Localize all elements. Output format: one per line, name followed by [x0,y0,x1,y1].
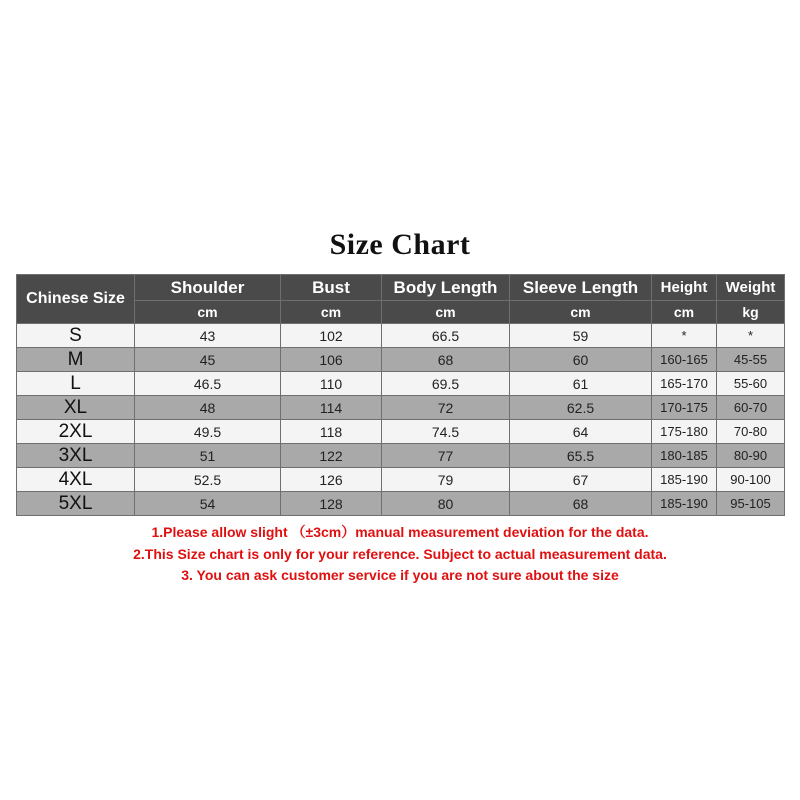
header-shoulder: Shoulder [135,275,281,301]
shoulder-cell: 49.5 [135,420,281,444]
header-body-length: Body Length [382,275,510,301]
shoulder-cell: 45 [135,348,281,372]
unit-sleeve-length: cm [510,301,652,324]
bust-cell: 126 [281,468,382,492]
table-row [17,444,785,468]
body-length-cell: 66.5 [382,324,510,348]
note-line: 3. You can ask customer service if you are not sure about the size [181,567,619,583]
weight-cell: 60-70 [717,396,785,420]
weight-cell: * [717,324,785,348]
size-cell: S [17,324,135,348]
unit-bust: cm [281,301,382,324]
header-row [17,275,785,301]
bust-cell: 118 [281,420,382,444]
unit-weight: kg [717,301,785,324]
header-chinese-size: Chinese Size [17,275,135,324]
weight-cell: 55-60 [717,372,785,396]
shoulder-cell: 51 [135,444,281,468]
table-row [17,396,785,420]
header-weight: Weight [717,275,785,301]
size-cell: 4XL [17,468,135,492]
sleeve-length-cell: 67 [510,468,652,492]
body-length-cell: 72 [382,396,510,420]
sleeve-length-cell: 60 [510,348,652,372]
sleeve-length-cell: 61 [510,372,652,396]
sleeve-length-cell: 59 [510,324,652,348]
table-row [17,492,785,516]
sleeve-length-cell: 62.5 [510,396,652,420]
height-cell: 165-170 [652,372,717,396]
sleeve-length-cell: 64 [510,420,652,444]
measurement-notes [0,522,800,587]
sleeve-length-cell: 65.5 [510,444,652,468]
body-length-cell: 74.5 [382,420,510,444]
unit-body-length: cm [382,301,510,324]
unit-height: cm [652,301,717,324]
size-cell: XL [17,396,135,420]
bust-cell: 110 [281,372,382,396]
height-cell: 170-175 [652,396,717,420]
shoulder-cell: 43 [135,324,281,348]
sleeve-length-cell: 68 [510,492,652,516]
shoulder-cell: 46.5 [135,372,281,396]
table-row [17,348,785,372]
size-cell: 3XL [17,444,135,468]
height-cell: 175-180 [652,420,717,444]
height-cell: 185-190 [652,492,717,516]
table-row [17,468,785,492]
header-sleeve-length: Sleeve Length [510,275,652,301]
weight-cell: 90-100 [717,468,785,492]
weight-cell: 70-80 [717,420,785,444]
header-height: Height [652,275,717,301]
bust-cell: 114 [281,396,382,420]
weight-cell: 80-90 [717,444,785,468]
weight-cell: 45-55 [717,348,785,372]
body-length-cell: 80 [382,492,510,516]
shoulder-cell: 52.5 [135,468,281,492]
body-length-cell: 68 [382,348,510,372]
body-length-cell: 79 [382,468,510,492]
size-cell: M [17,348,135,372]
size-chart-title: Size Chart [329,228,471,261]
body-length-cell: 69.5 [382,372,510,396]
size-cell: L [17,372,135,396]
bust-cell: 102 [281,324,382,348]
note-line: 1.Please allow slight （±3cm）manual measurement deviation for the data. [151,524,649,540]
size-cell: 2XL [17,420,135,444]
size-cell: 5XL [17,492,135,516]
shoulder-cell: 48 [135,396,281,420]
body-length-cell: 77 [382,444,510,468]
table-row [17,372,785,396]
header-bust: Bust [281,275,382,301]
weight-cell: 95-105 [717,492,785,516]
shoulder-cell: 54 [135,492,281,516]
table-row [17,420,785,444]
height-cell: 180-185 [652,444,717,468]
unit-shoulder: cm [135,301,281,324]
size-table [16,274,785,516]
note-line: 2.This Size chart is only for your reference. Subject to actual measurement data. [133,545,667,562]
height-cell: * [652,324,717,348]
height-cell: 160-165 [652,348,717,372]
height-cell: 185-190 [652,468,717,492]
bust-cell: 128 [281,492,382,516]
bust-cell: 106 [281,348,382,372]
table-row [17,324,785,348]
bust-cell: 122 [281,444,382,468]
